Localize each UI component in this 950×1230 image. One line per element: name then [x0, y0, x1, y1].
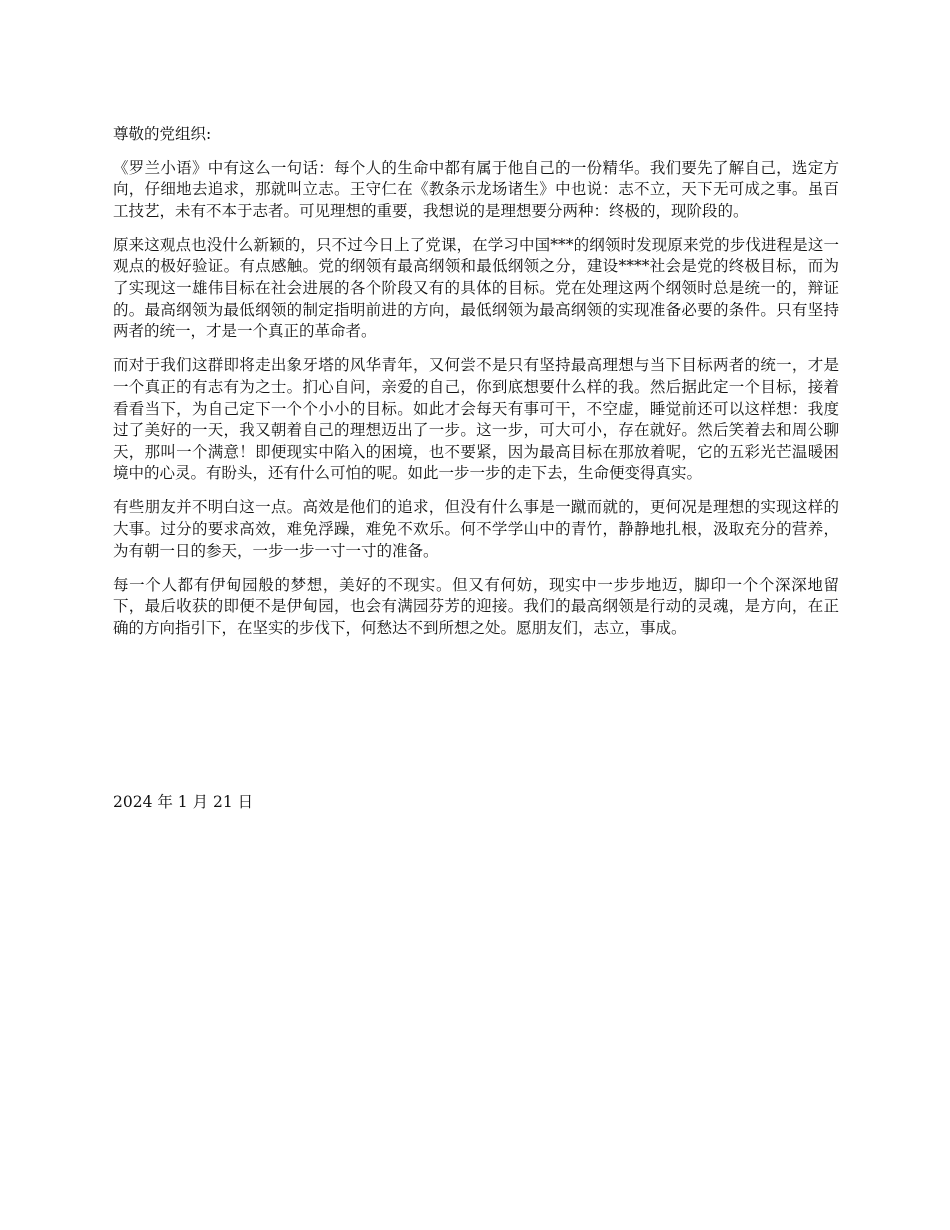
letter-date: 2024 年 1 月 21 日 — [113, 793, 254, 811]
letter-paragraph-3: 而对于我们这群即将走出象牙塔的风华青年，又何尝不是只有坚持最高理想与当下目标两者的统一，才是一个真正的有志有为之士。扪心自问，亲爱的自己，你到底想要什么样的我。然后据此定一个目标，接着看看当下，为自己定下一个个小小的目标。如此才会每天有事可干，不空虚，睡觉前还可以这样想：我度过了美好的一天，我又朝着自己的理想迈出了一步。这一步，可大可小，存在就好。然后笑着去和周公聊天，那叫一个满意！即便现实中陷入的困境，也不要紧，因为最高目标在那放着呢，它的五彩光芒温暖困境中的心灵。有盼头，还有什么可怕的呢。如此一步一步的走下去，生命便变得真实。 — [113, 356, 839, 483]
letter-page — [113, 124, 839, 811]
letter-paragraph-2: 原来这观点也没什么新颖的，只不过今日上了党课，在学习中国***的纲领时发现原来党的步伐进程是这一观点的极好验证。有点感触。党的纲领有最高纲领和最低纲领之分，建设****社会是党的终极目标，而为了实现这一雄伟目标在社会进展的各个阶段又有的具体的目标。党在处理这两个纲领时总是统一的，辩证的。最高纲领为最低纲领的制定指明前进的方向，最低纲领为最高纲领的实现准备必要的条件。只有坚持两者的统一，才是一个真正的革命者。 — [113, 235, 839, 341]
letter-salutation: 尊敬的党组织: — [113, 125, 212, 143]
letter-paragraph-5: 每一个人都有伊甸园般的梦想，美好的不现实。但又有何妨，现实中一步步地迈，脚印一个个深深地留下，最后收获的即便不是伊甸园，也会有满园芬芳的迎接。我们的最高纲领是行动的灵魂，是方向，在正确的方向指引下，在坚实的步伐下，何愁达不到所想之处。愿朋友们，志立，事成。 — [113, 575, 839, 637]
letter-paragraph-4: 有些朋友并不明白这一点。高效是他们的追求，但没有什么事是一蹴而就的，更何况是理想的实现这样的大事。过分的要求高效，难免浮躁，难免不欢乐。何不学学山中的青竹，静静地扎根，汲取充分的营养，为有朝一日的参天，一步一步一寸一寸的准备。 — [113, 498, 839, 560]
letter-paragraph-1: 《罗兰小语》中有这么一句话：每个人的生命中都有属于他自己的一份精华。我们要先了解自己，选定方向，仔细地去追求，那就叫立志。王守仁在《教条示龙场诸生》中也说：志不立，天下无可成之事。虽百工技艺，未有不本于志者。可见理想的重要，我想说的是理想要分两种：终极的，现阶段的。 — [113, 158, 839, 220]
